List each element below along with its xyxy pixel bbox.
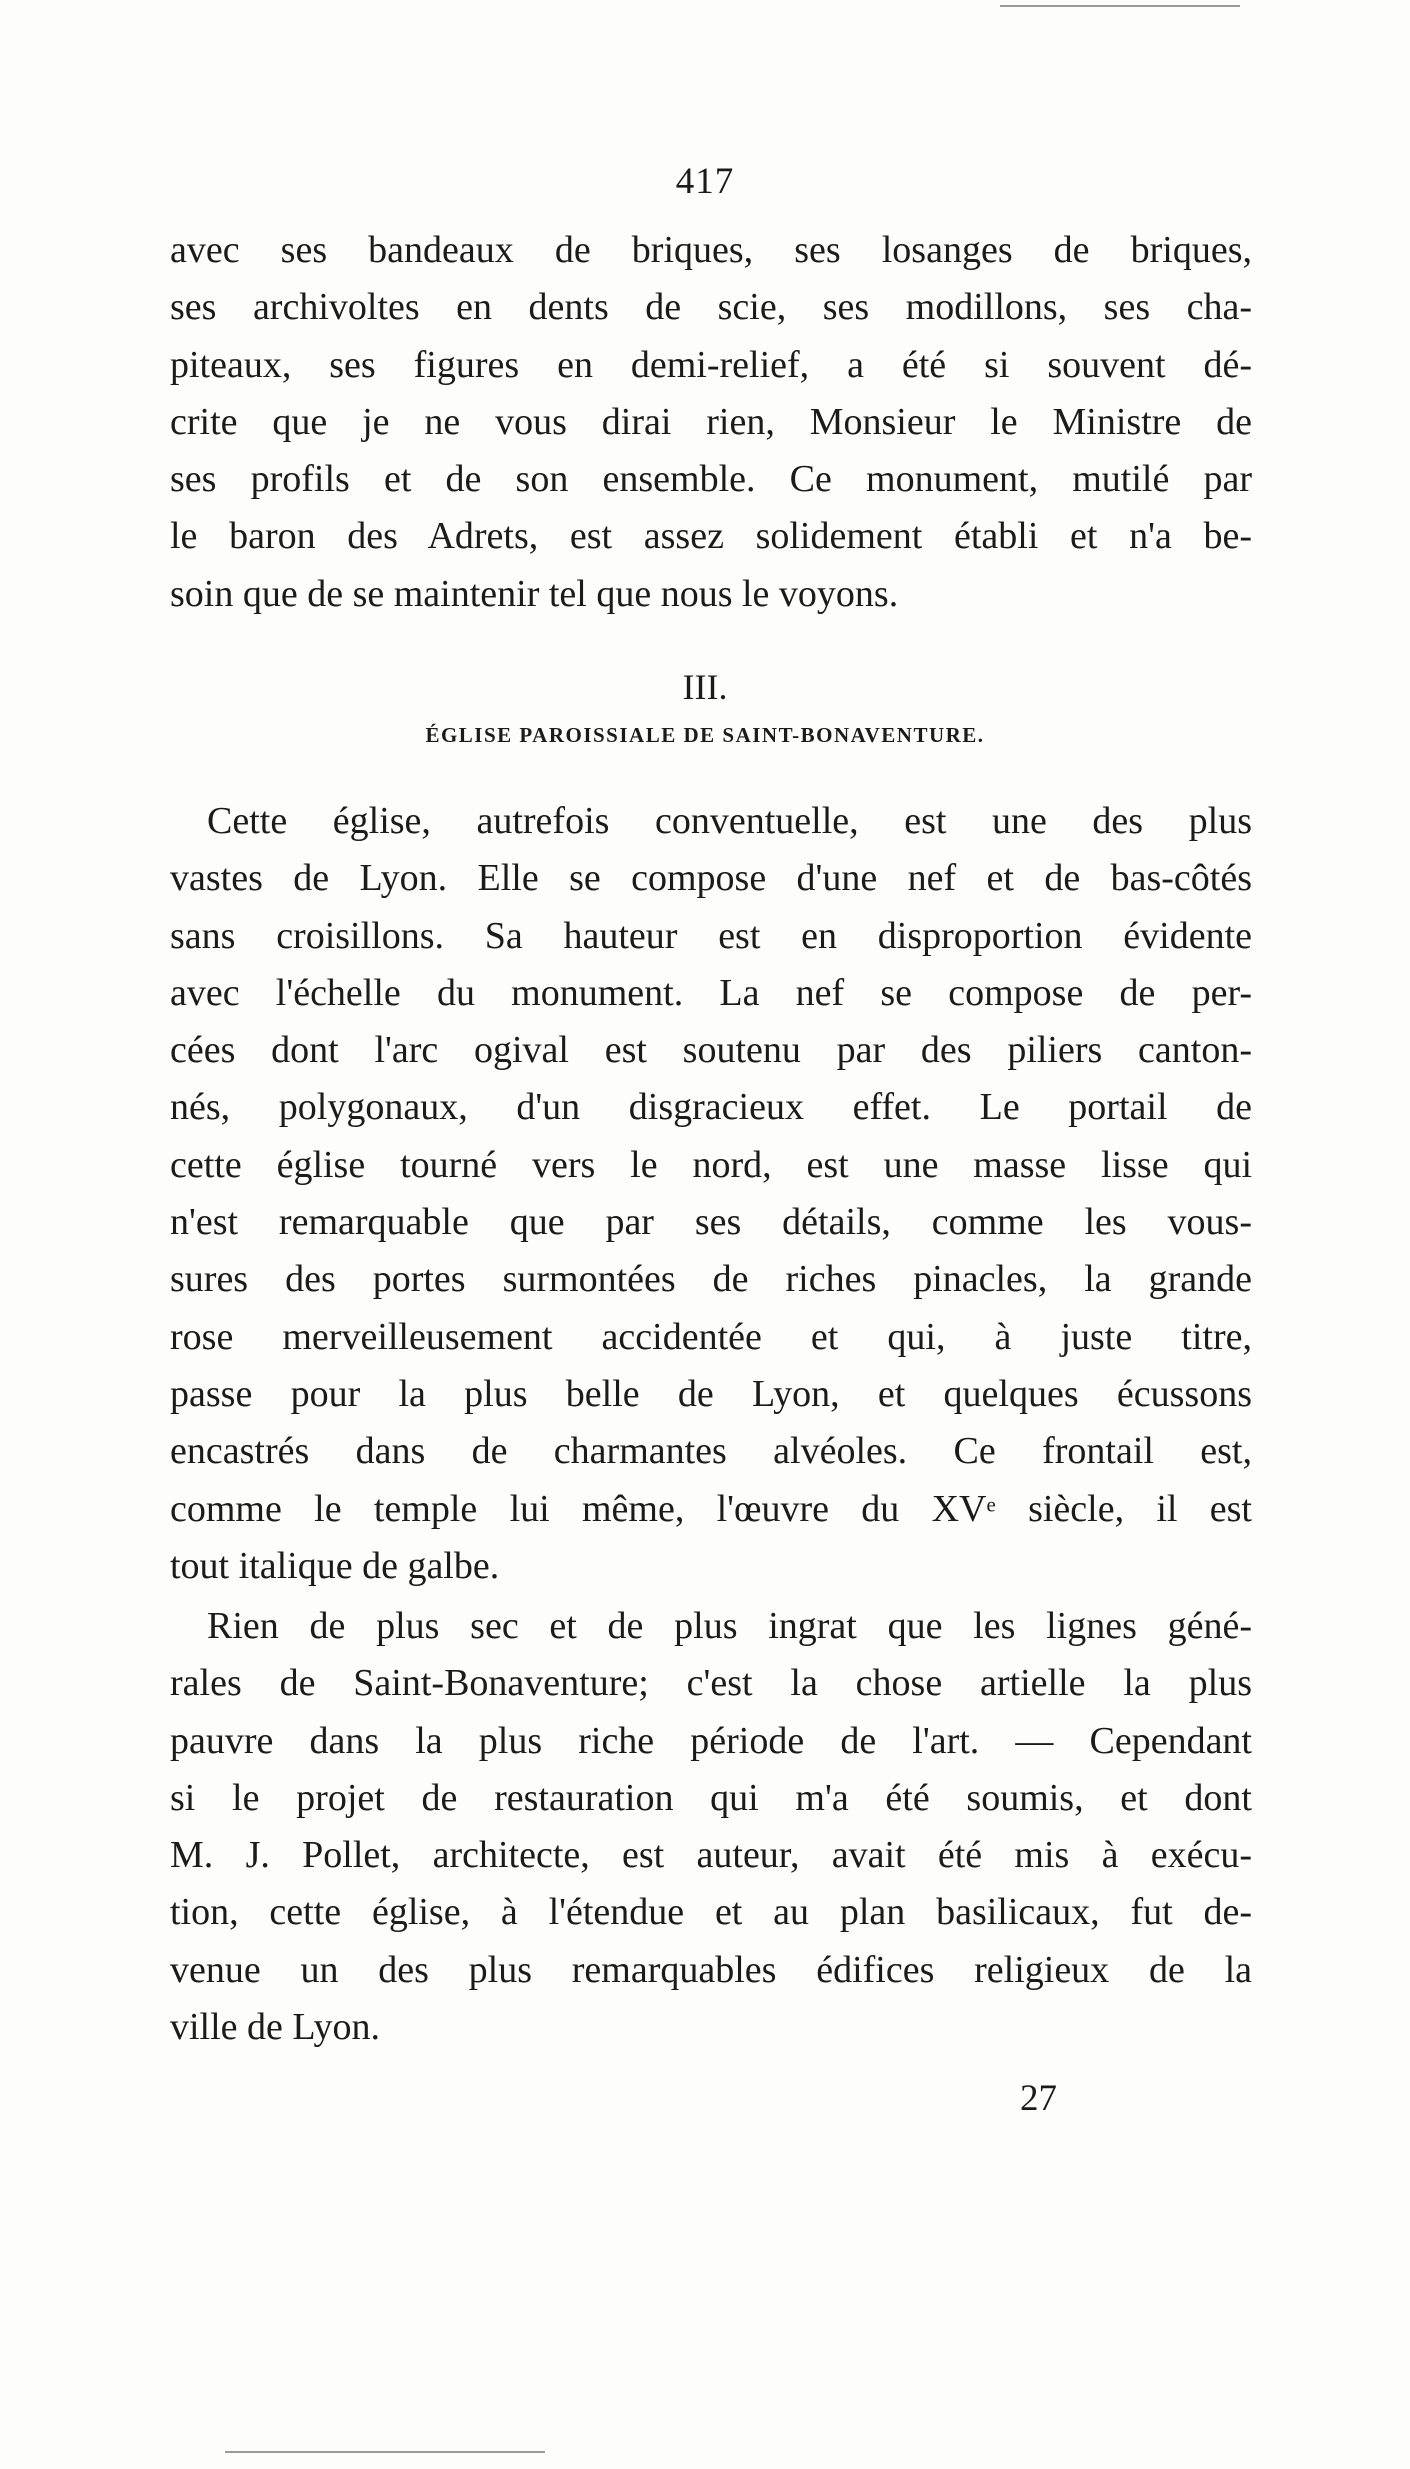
text-line: sans croisillons. Sa hauteur est en disproportion évidente (170, 914, 1252, 957)
bottom-edge-rule (225, 2451, 545, 2453)
top-edge-rule (1000, 5, 1240, 7)
text-line-century (170, 1481, 1252, 1538)
section-number: III. (682, 667, 728, 707)
text-line: encastrés dans de charmantes alvéoles. Ce frontail est, (170, 1430, 1252, 1473)
text-line: crite que je ne vous dirai rien, Monsieur le Ministre de (170, 400, 1252, 443)
text-line: avec l'échelle du monument. La nef se compose de per- (170, 971, 1252, 1014)
text-line-part: comme le temple lui même, l'œuvre du XV (170, 1487, 987, 1530)
paragraph-3 (170, 1598, 1252, 2056)
text-line: rose merveilleusement accidentée et qui, à juste titre, (170, 1315, 1252, 1358)
section-title: ÉGLISE PAROISSIALE DE SAINT-BONAVENTURE. (425, 723, 985, 747)
signature-mark: 27 (1020, 2078, 1057, 2119)
text-line: pauvre dans la plus riche période de l'art. — Cependant (170, 1719, 1252, 1762)
text-line: cette église tourné vers le nord, est une masse lisse qui (170, 1143, 1252, 1186)
text-line: le baron des Adrets, est assez solidement établi et n'a be- (170, 515, 1252, 558)
text-line-part: siècle, il est (995, 1487, 1252, 1530)
text-line: ville de Lyon. (170, 2006, 381, 2049)
paragraph-2 (170, 793, 1252, 1595)
century-superscript: e (986, 1492, 996, 1517)
text-line: ses profils et de son ensemble. Ce monument, mutilé par (170, 458, 1252, 501)
text-line: tion, cette église, à l'étendue et au plan basilicaux, fut de- (170, 1891, 1252, 1934)
page-number: 417 (675, 161, 735, 202)
text-line: soin que de se maintenir tel que nous le voyons. (170, 572, 899, 615)
text-line: avec ses bandeaux de briques, ses losanges de briques, (170, 229, 1252, 271)
text-line: venue un des plus remarquables édifices religieux de la (170, 1948, 1252, 1991)
text-line: Cette église, autrefois conventuelle, est une des plus (207, 800, 1252, 842)
text-line: rales de Saint-Bonaventure; c'est la chose artielle la plus (170, 1662, 1252, 1705)
text-line: Rien de plus sec et de plus ingrat que les lignes géné- (207, 1605, 1252, 1647)
text-line: ses archivoltes en dents de scie, ses modillons, ses cha- (170, 286, 1252, 329)
text-line: n'est remarquable que par ses détails, comme les vous- (170, 1201, 1252, 1244)
text-line: vastes de Lyon. Elle se compose d'une nef et de bas-côtés (170, 857, 1252, 900)
paragraph-1 (170, 222, 1252, 623)
text-line: piteaux, ses figures en demi-relief, a été si souvent dé- (170, 343, 1252, 386)
text-line: sures des portes surmontées de riches pinacles, la grande (170, 1258, 1252, 1301)
text-line: passe pour la plus belle de Lyon, et quelques écussons (170, 1372, 1252, 1415)
text-line: si le projet de restauration qui m'a été soumis, et dont (170, 1776, 1252, 1819)
text-line: nés, polygonaux, d'un disgracieux effet. Le portail de (170, 1086, 1252, 1129)
text-line: tout italique de galbe. (170, 1544, 500, 1587)
text-line: cées dont l'arc ogival est soutenu par des piliers canton- (170, 1029, 1252, 1072)
text-line: M. J. Pollet, architecte, est auteur, avait été mis à exécu- (170, 1834, 1252, 1877)
